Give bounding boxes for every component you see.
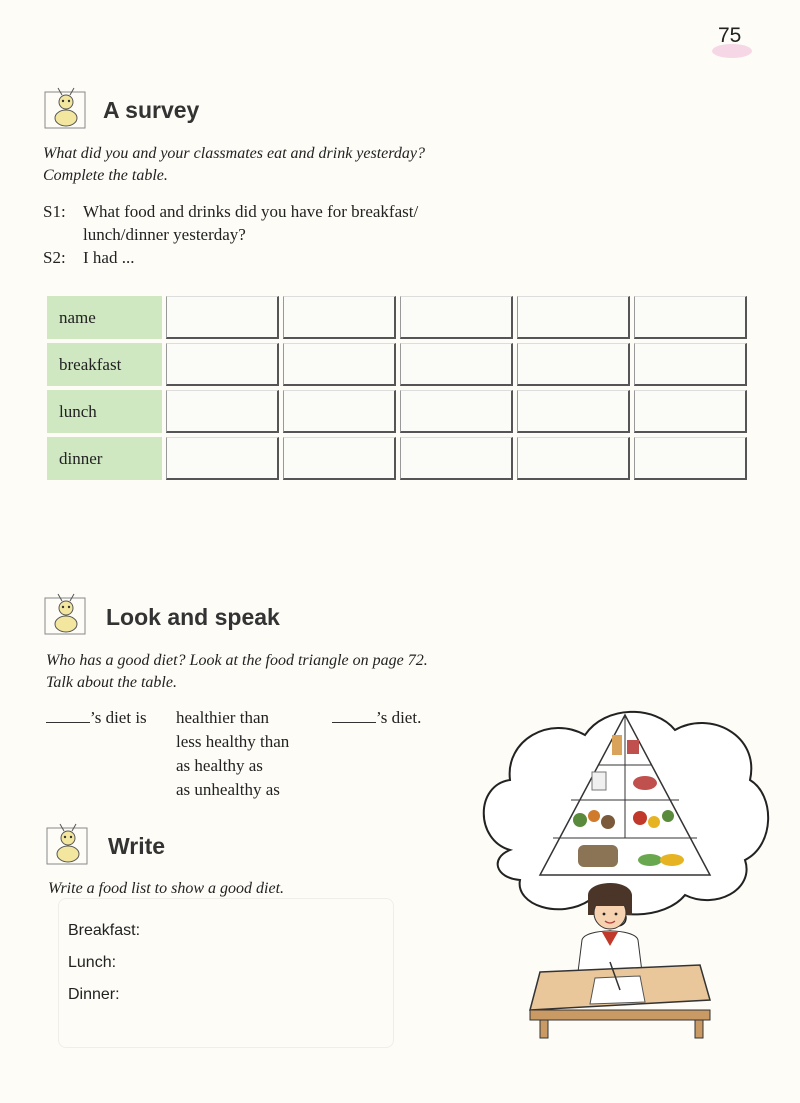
- table-cell[interactable]: [166, 390, 279, 433]
- look-speak-instruction-1: Who has a good diet? Look at the food triangle on page 72.: [46, 652, 428, 669]
- table-cell[interactable]: [634, 390, 747, 433]
- ant-mascot-icon: [44, 592, 88, 636]
- table-cell[interactable]: [517, 296, 630, 339]
- option-less-healthy: less healthy than: [176, 732, 290, 751]
- table-cell[interactable]: [283, 343, 396, 386]
- table-cell[interactable]: [166, 296, 279, 339]
- survey-table: [43, 292, 751, 484]
- s2-text: I had ...: [83, 248, 135, 267]
- comparison-options: [176, 706, 289, 802]
- table-cell[interactable]: [634, 296, 747, 339]
- table-cell[interactable]: [166, 437, 279, 480]
- write-instruction: Write a food list to show a good diet.: [48, 880, 285, 897]
- look-speak-instruction-2: Talk about the table.: [46, 674, 177, 691]
- survey-heading: A survey: [103, 97, 200, 123]
- table-cell[interactable]: [283, 390, 396, 433]
- lunch-field[interactable]: Lunch:: [68, 954, 117, 971]
- table-row: [47, 437, 747, 480]
- dinner-field[interactable]: Dinner:: [68, 986, 120, 1003]
- table-row: [47, 390, 747, 433]
- option-as-healthy: as healthy as: [176, 756, 263, 775]
- look-speak-heading: Look and speak: [106, 604, 280, 630]
- row-header-name: name: [47, 296, 162, 339]
- s2-label: S2:: [43, 248, 66, 267]
- girl-thinking-illustration: [470, 700, 780, 1040]
- row-header-lunch: lunch: [47, 390, 162, 433]
- survey-dialog: [43, 200, 563, 269]
- table-cell[interactable]: [634, 437, 747, 480]
- s1-line-2: lunch/dinner yesterday?: [83, 225, 246, 244]
- breakfast-field[interactable]: Breakfast:: [68, 922, 141, 939]
- table-cell[interactable]: [517, 343, 630, 386]
- table-cell[interactable]: [517, 437, 630, 480]
- ant-mascot-icon: [46, 822, 90, 866]
- diet-end-text: ’s diet.: [376, 708, 422, 727]
- name-blank[interactable]: [46, 706, 90, 723]
- option-healthier: healthier than: [176, 708, 269, 727]
- comparison-sentence: [46, 706, 147, 730]
- s1-line-1: What food and drinks did you have for breakfast/: [83, 202, 419, 221]
- table-cell[interactable]: [400, 343, 513, 386]
- table-cell[interactable]: [634, 343, 747, 386]
- table-cell[interactable]: [517, 390, 630, 433]
- option-as-unhealthy: as unhealthy as: [176, 780, 280, 799]
- table-cell[interactable]: [283, 296, 396, 339]
- food-list-form: [68, 915, 140, 1011]
- table-row: [47, 343, 747, 386]
- ant-mascot-icon: [44, 86, 88, 130]
- table-cell[interactable]: [166, 343, 279, 386]
- diet-is-text: ’s diet is: [90, 708, 147, 727]
- s1-label: S1:: [43, 202, 66, 221]
- table-cell[interactable]: [400, 390, 513, 433]
- table-cell[interactable]: [283, 437, 396, 480]
- page-number: 75: [718, 24, 742, 47]
- table-cell[interactable]: [400, 437, 513, 480]
- name-blank[interactable]: [332, 706, 376, 723]
- desk: [530, 962, 710, 1038]
- row-header-dinner: dinner: [47, 437, 162, 480]
- table-row: [47, 296, 747, 339]
- survey-instruction-1: What did you and your classmates eat and drink yesterday?: [43, 145, 426, 162]
- comparison-end: [332, 706, 421, 730]
- survey-instruction-2: Complete the table.: [43, 167, 168, 184]
- row-header-breakfast: breakfast: [47, 343, 162, 386]
- write-heading: Write: [108, 833, 166, 859]
- table-cell[interactable]: [400, 296, 513, 339]
